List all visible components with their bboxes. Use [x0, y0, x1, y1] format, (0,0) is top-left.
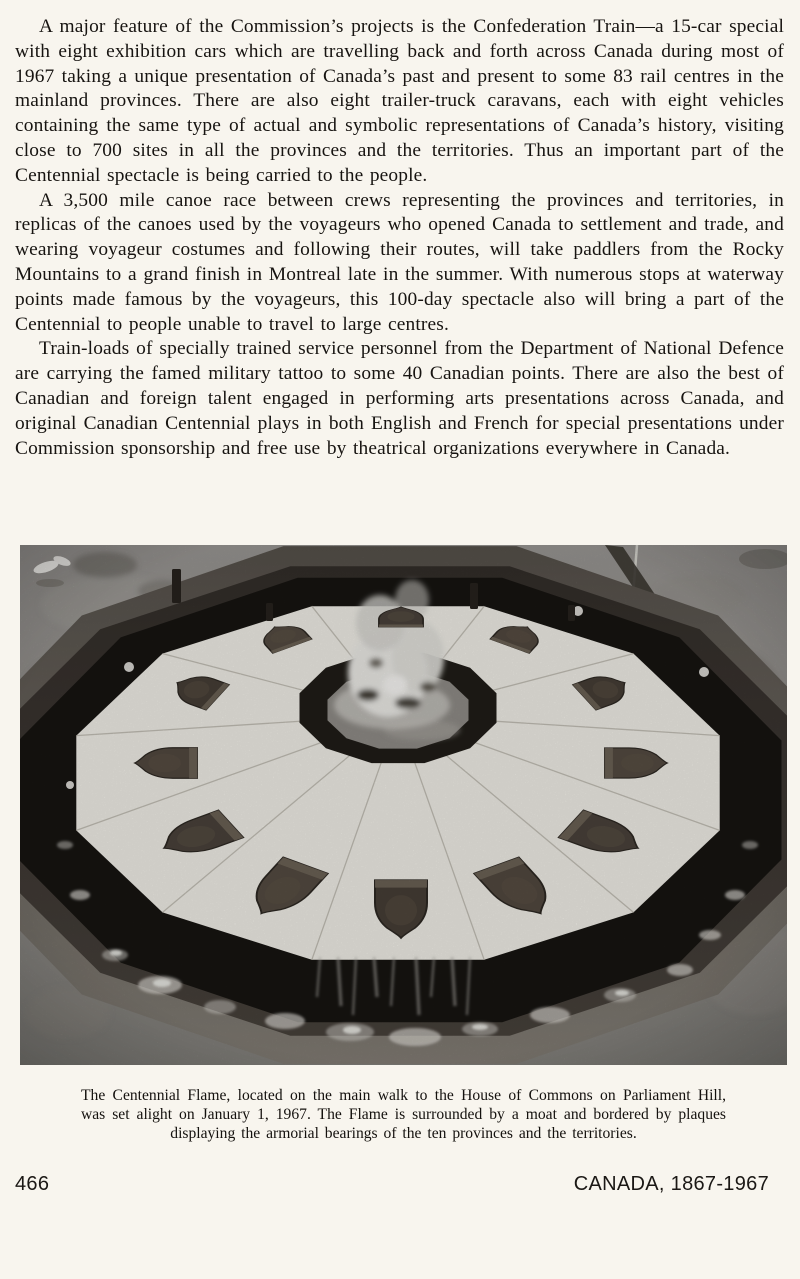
film-grain — [20, 545, 787, 1065]
page-number: 466 — [15, 1173, 50, 1196]
paragraph-confederation-train: A major feature of the Commission’s projects is the Confederation Train—a 15-car special with eight exhibition cars which are travelling back and forth across Canada during most of 1967 taking a unique presentation of Canada’s past and present to some 83 rail centres in the mainland provinces. There are also eight trailer-truck caravans, each with eight vehicles containing the same type of actual and symbolic representations of Canada’s history, visiting close to 700 sites in all the provinces and the territories. Thus an important part of the Centennial spectacle is being carried to the people. — [15, 16, 784, 186]
paragraph-canoe-race: A 3,500 mile canoe race between crews representing the provinces and territories, in replicas of the canoes used by the voyageurs who opened Canada to settlement and trade, and wearing voyageur costumes and following their routes, will take paddlers from the Rocky Mountains to a grand finish in Montreal late in the summer. With numerous stops at waterway points made famous by the voyageurs, this 100-day spectacle also will bring a part of the Centennial to people unable to travel to large centres. — [15, 189, 784, 335]
article-text — [0, 0, 800, 461]
running-title: CANADA, 1867-1967 — [573, 1173, 769, 1196]
centennial-flame-photo — [20, 545, 787, 1065]
photo-caption: The Centennial Flame, located on the main walk to the House of Commons on Parliament Hill, was set alight on January 1, 1967. The Flame is surrounded by a moat and bordered by plaques displaying the armorial bearings of the ten provinces and the territories. — [81, 1087, 726, 1142]
photo-figure — [20, 545, 787, 1143]
page-footer — [0, 1173, 800, 1196]
paragraph-military-tattoo: Train-loads of specially trained service personnel from the Department of National Defence are carrying the famed military tattoo to some 40 Canadian points. There are also the best of Canadian and foreign talent engaged in performing arts presentations across Canada, and original Canadian Centennial plays in both English and French for special presentations under Commission sponsorship and free use by theatrical organizations everywhere in Canada. — [15, 338, 784, 459]
